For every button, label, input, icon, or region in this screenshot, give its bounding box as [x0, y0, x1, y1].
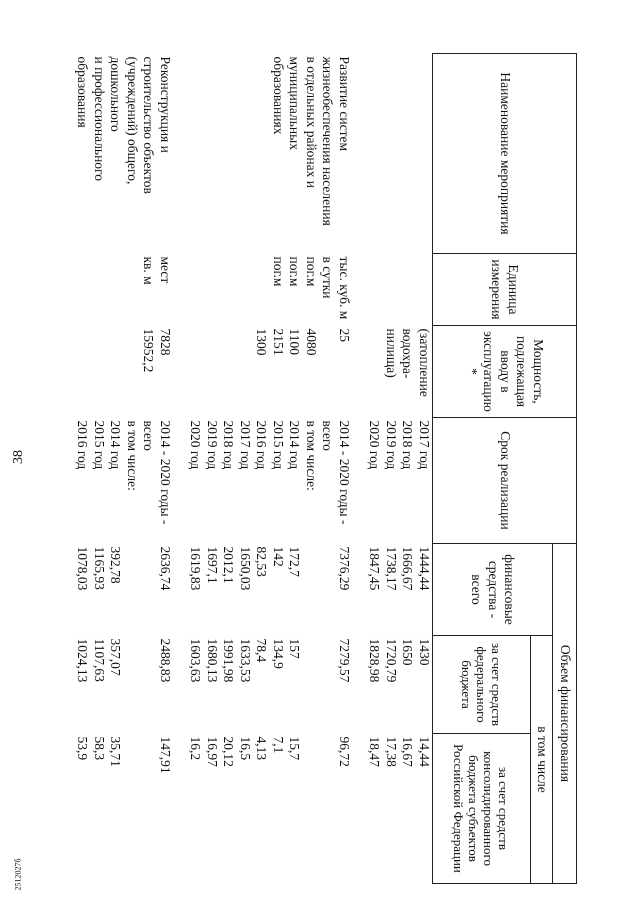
cell-line: 82,53: [254, 546, 270, 577]
cell-line: 2015 год: [271, 420, 286, 470]
cell-line: мест: [158, 256, 173, 284]
cell-line: и профессионального: [92, 56, 107, 182]
cell-line: 1720,79: [384, 638, 399, 683]
cell-capacity: [74, 326, 187, 418]
cell-line: муниципальных: [287, 56, 303, 150]
cell-period: [366, 418, 433, 544]
cell-line: в сутки: [320, 256, 336, 299]
cell-line: 1430: [417, 638, 432, 666]
cell-line: 2020 год: [367, 420, 383, 470]
cell-line: 18,47: [367, 736, 383, 767]
cell-unit: [74, 254, 187, 326]
cell-line: 2014 год: [287, 420, 303, 470]
cell-line: 15,7: [287, 736, 303, 761]
table-row: [366, 54, 433, 884]
cell-line: (учреждений) общего,: [125, 56, 140, 185]
cell-line: 1603,63: [188, 638, 204, 683]
cell-line: 1300: [254, 328, 270, 356]
cell-line: 2488,83: [158, 638, 173, 683]
cell-total: [74, 544, 187, 636]
cell-regional: [74, 734, 187, 884]
cell-line: 1024,13: [75, 638, 91, 683]
cell-federal: [187, 636, 366, 734]
table-row: [187, 54, 366, 884]
cell-regional: [187, 734, 366, 884]
cell-line: пог.м: [304, 256, 319, 287]
cell-line: жизнеобеспечения населения: [320, 56, 336, 226]
cell-line: Развитие систем: [337, 56, 352, 152]
cell-line: 78,4: [254, 638, 270, 663]
cell-line: кв. м: [141, 256, 157, 285]
cell-line: 1633,53: [238, 638, 253, 683]
cell-name: [74, 54, 187, 254]
cell-unit: [187, 254, 366, 326]
cell-line: 2151: [271, 328, 286, 356]
cell-line: 1078,03: [75, 546, 91, 591]
header-period: Срок реализации: [433, 418, 577, 544]
cell-line: (затопление: [417, 328, 432, 397]
cell-line: 157: [287, 638, 303, 659]
cell-name: [366, 54, 433, 254]
cell-line: 1100: [287, 328, 303, 355]
cell-line: 2017 год: [417, 420, 432, 470]
cell-line: 2016 год: [254, 420, 270, 470]
cell-line: 1666,67: [400, 546, 416, 591]
cell-line: 1697,1: [205, 546, 220, 584]
cell-line: [140, 639, 157, 731]
cell-line: 1107,63: [92, 638, 107, 682]
page-number: 38: [11, 450, 26, 464]
cell-line: 2016 год: [75, 420, 91, 470]
cell-line: 53,9: [75, 736, 91, 761]
cell-line: 1738,17: [384, 546, 399, 591]
funding-table: [74, 53, 577, 884]
cell-line: 1680,13: [205, 638, 220, 683]
cell-line: 4,13: [254, 736, 270, 761]
cell-line: 2636,74: [158, 546, 173, 591]
cell-line: 16,67: [400, 736, 416, 767]
cell-line: нилища): [384, 328, 399, 378]
cell-name: [187, 54, 366, 254]
cell-line: 14,44: [417, 736, 432, 767]
cell-line: 2014 - 2020 годы -: [158, 420, 173, 525]
cell-line: всего: [141, 420, 157, 451]
cell-line: 1619,83: [188, 546, 204, 591]
cell-line: 1165,93: [92, 546, 107, 590]
cell-line: 20,12: [221, 736, 237, 767]
cell-line: 2019 год: [205, 420, 220, 470]
cell-line: 35,71: [108, 736, 124, 767]
cell-line: [319, 737, 336, 881]
cell-total: [187, 544, 366, 636]
cell-line: 7376,29: [337, 546, 352, 591]
cell-line: 1847,45: [367, 546, 383, 591]
cell-line: 7,1: [271, 736, 286, 754]
header-federal: за счет средств федерального бюджета: [433, 636, 531, 734]
cell-line: образованиях: [271, 56, 286, 135]
rotated-table-page: [46, 53, 577, 883]
cell-line: водохра-: [400, 328, 416, 379]
cell-line: 2015 год: [92, 420, 107, 470]
cell-line: 2012,1: [221, 546, 237, 584]
cell-line: дошкольного: [108, 56, 124, 132]
cell-total: [366, 544, 433, 636]
cell-line: образования: [75, 56, 91, 128]
cell-line: всего: [320, 420, 336, 451]
cell-line: 17,38: [384, 736, 399, 767]
cell-capacity: [366, 326, 433, 418]
header-total: финансовые средства - всего: [433, 544, 553, 636]
cell-line: 1828,98: [367, 638, 383, 683]
cell-line: [303, 547, 320, 633]
table-row: [74, 54, 187, 884]
cell-line: 2020 год: [188, 420, 204, 470]
cell-line: 1444,44: [417, 546, 432, 591]
cell-line: [124, 737, 141, 881]
cell-line: 15952,2: [141, 328, 157, 373]
cell-line: 7828: [158, 328, 173, 356]
cell-line: в том числе:: [304, 420, 319, 491]
cell-line: 357,07: [108, 638, 124, 676]
header-name: Наименование мероприятия: [433, 54, 577, 254]
cell-line: 172,7: [287, 546, 303, 577]
cell-line: в отдельных районах и: [304, 56, 319, 188]
cell-federal: [366, 636, 433, 734]
cell-line: 2019 год: [384, 420, 399, 470]
cell-line: 147,91: [158, 736, 173, 774]
cell-period: [187, 418, 366, 544]
header-funding: Объем финансирования: [553, 544, 577, 884]
cell-line: 16,2: [188, 736, 204, 761]
cell-line: строительство объектов: [141, 56, 157, 194]
cell-line: [319, 639, 336, 731]
cell-line: 4080: [304, 328, 319, 356]
cell-line: 2014 год: [108, 420, 124, 470]
cell-line: [303, 639, 320, 731]
cell-line: в том числе:: [125, 420, 140, 491]
cell-line: [140, 737, 157, 881]
header-unit: Единица измерения: [433, 254, 577, 326]
cell-line: 1991,98: [221, 638, 237, 683]
cell-line: 96,72: [337, 736, 352, 767]
cell-federal: [74, 636, 187, 734]
cell-line: 2014 - 2020 годы -: [337, 420, 352, 525]
cell-unit: [366, 254, 433, 326]
cell-line: 25: [337, 328, 352, 342]
cell-line: 16,97: [205, 736, 220, 767]
cell-line: [319, 329, 336, 415]
cell-period: [74, 418, 187, 544]
cell-line: тыс. куб. м: [337, 256, 352, 320]
cell-line: 392,78: [108, 546, 124, 584]
cell-line: пог.м: [271, 256, 286, 287]
document-id: 2512027б: [13, 858, 23, 891]
cell-capacity: [187, 326, 366, 418]
cell-line: [124, 547, 141, 633]
cell-line: 134,9: [271, 638, 286, 669]
cell-line: [319, 547, 336, 633]
cell-line: [124, 639, 141, 731]
cell-line: 2018 год: [221, 420, 237, 470]
cell-line: пог.м: [287, 256, 303, 287]
header-regional: за счет средств консолидированного бюджета субъектов Российской Федерации: [433, 734, 531, 884]
cell-line: 2017 год: [238, 420, 253, 470]
cell-line: 2018 год: [400, 420, 416, 470]
header-including: в том числе: [531, 636, 553, 884]
cell-line: 7279,57: [337, 638, 352, 683]
cell-line: [303, 737, 320, 881]
cell-regional: [366, 734, 433, 884]
cell-line: 1650,03: [238, 546, 253, 591]
cell-line: 1650: [400, 638, 416, 666]
cell-line: 16,5: [238, 736, 253, 761]
cell-line: Реконструкция и: [158, 56, 173, 153]
cell-line: [140, 547, 157, 633]
cell-line: 58,3: [92, 736, 107, 761]
header-capacity: Мощность, подлежащая вводу в эксплуатацию *: [433, 326, 577, 418]
cell-line: 142: [271, 546, 286, 567]
